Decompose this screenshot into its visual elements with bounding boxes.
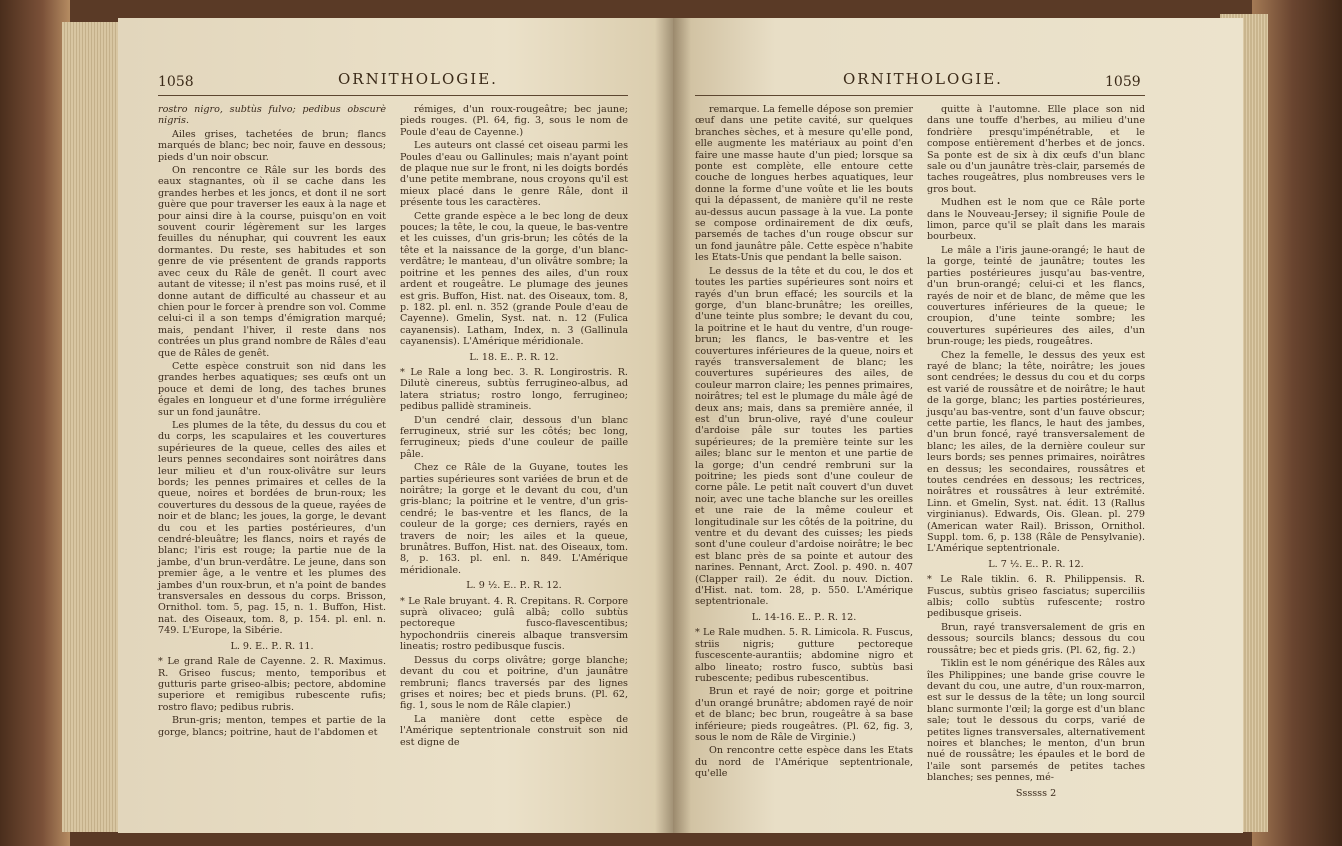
paragraph: D'un cendré clair, dessous d'un blanc ferrugineux, strié sur les côtés; bec long, ferrugineux; pieds d'une couleur de paille pâle. [400,414,628,460]
paragraph: rémiges, d'un roux-rougeâtre; bec jaune; pieds rouges. (Pl. 64, fig. 3, sous le nom de Poule d'eau de Cayenne.) [400,104,628,138]
paragraph: Brun-gris; menton, tempes et partie de la gorge, blancs; poitrine, haut de l'abdomen et [158,715,386,738]
species-heading: * Le Rale a long bec. 3. R. Longirostris. R. Dilutè cinereus, subtùs ferrugineo-albus, ad latera striatus; rostro longo, ferrugineo; pedibus pallidè stramineis. [400,366,628,413]
right-page [673,18,1243,833]
measurement-line: L. 7 ½. E.. P.. R. 12. [988,558,1084,570]
text-column [927,104,1145,803]
paragraph: Chez ce Râle de la Guyane, toutes les parties supérieures sont variées de brun et de noirâtre; la gorge et le devant du cou, d'un gris-blanc; la poitrine et le ventre, d'un gris-cendré; le bas-ventre et les flancs, de la couleur de la gorge; ces derniers, rayés en travers de noir; les ailes et la queue, brunâtres. Buffon, Hist. nat. des Oiseaux, tom. 8, p. 163. pl. enl. n. 849. L'Amérique méridionale. [400,462,628,576]
text-column [695,104,913,782]
page-number: 1059 [1105,74,1141,90]
running-header: ORNITHOLOGIE. [338,70,498,88]
paragraph: Cette espèce construit son nid dans les grandes herbes aquatiques; ses œufs ont un pouce et demi de long, des taches brunes égales en longueur et d'une forme irrégulière sur un fond jaunâtre. [158,360,386,418]
paragraph: Chez la femelle, le dessus des yeux est rayé de blanc; la tête, noirâtre; les joues sont cendrées; le dessus du cou et du corps est varié de roussâtre et de noirâtre; le haut de la gorge, blanc; les parties postérieures, jusqu'au bas-ventre, sont d'un fauve obscur; cette partie, les flancs, le haut des jambes, d'un brun foncé, rayé transversalement de blanc; les ailes, de la dernière couleur sur leurs bords; ses pennes primaires, noirâtres en dessus; les secondaires, roussâtres et toutes cendrées en dessous; les rectrices, noirâtres et roussâtres à leur extrémité. Linn. et Gmelin, Syst. nat. édit. 13 (Rallus virginianus). Edwards, Ois. Glean. pl. 279 (American water Rail). Brisson, Ornithol. Suppl. tom. 6, p. 138 (Râle de Pensylvanie). L'Amérique septentrionale. [927,349,1145,555]
book-cover-left [0,0,70,846]
paragraph: quitte à l'automne. Elle place son nid dans une touffe d'herbes, au milieu d'une fondrière presqu'impénétrable, et le compose entièrement d'herbes et de joncs. Sa ponte est de six à dix œufs d'un blanc sale ou d'un jaunâtre très-clair, parsemés de taches rougeâtres, plus nombreuses vers le gros bout. [927,104,1145,195]
paragraph: Tiklin est le nom générique des Râles aux îles Philippines; une bande grise couvre le devant du cou, une autre, d'un roux-marron, est sur le dessus de la tête; un long sourcil blanc surmonte l'œil; la gorge est d'un blanc sale; tout le dessous du corps, varié de petites lignes transversales, alternativement noires et blanches; le menton, d'un brun nué de roussâtre; les épaules et le bord de l'aile sont parsemés de petites taches blanches; ses pennes, mé- [927,658,1145,784]
paragraph: Le dessus de la tête et du cou, le dos et toutes les parties supérieures sont noirs et rayés d'un brun effacé; les sourcils et la gorge, d'un blanc-brunâtre; les oreilles, d'une teinte plus sombre; le devant du cou, la poitrine et le haut du ventre, d'un rouge-brun; les flancs, le bas-ventre et les couvertures inférieures de la queue, noirs et rayés transversalement de blanc; les couvertures supérieures des ailes, de couleur marron claire; les pennes primaires, noirâtres; tel est le plumage du mâle âgé de deux ans; mais, dans sa première année, il est d'un brun-olive, rayé d'une couleur d'ardoise pâle sur toutes les parties supérieures; de la première teinte sur les ailes; blanc sur le menton et une partie de la gorge; d'un cendré rembruni sur la poitrine; les pieds sont d'une couleur de corne pâle. Le petit naît couvert d'un duvet noir, avec une tache blanche sur les oreilles et une raie de la même couleur et longitudinale sur les côtés de la poitrine, du ventre et du devant des cuisses; les pieds sont d'une couleur d'ardoise noirâtre; le bec est blanc près de sa pointe et autour des narines. Pennant, Arct. Zool. p. 490. n. 407 (Clapper rail). 2e édit. du nouv. Diction. d'Hist. nat. tom. 28, p. 550. L'Amérique septentrionale. [695,265,913,608]
species-heading: * Le Rale mudhen. 5. R. Limicola. R. Fuscus, striis nigris; gutture pectoreque fuscescente-aurantiis; abdomine nigro et albo lineato; rostro fusco, subtùs basi rubescente; pedibus rubescentibus. [695,627,913,684]
species-heading: * Le Rale tiklin. 6. R. Philippensis. R. Fuscus, subtùs griseo fasciatus; superciliis albis; collo subtùs rufescente; rostro pedibusque griseis. [927,574,1145,620]
paragraph: Le mâle a l'iris jaune-orangé; le haut de la gorge, teinté de jaunâtre; toutes les parties postérieures jusqu'au bas-ventre, d'un brun-orangé; celui-ci et les flancs, rayés de noir et de blanc, de même que les couvertures inférieures de la queue; le croupion, d'une teinte sombre; les couvertures supérieures des ailes, d'un brun-rouge; les pieds, rougeâtres. [927,244,1145,348]
paragraph: Les plumes de la tête, du dessus du cou et du corps, les scapulaires et les couvertures supérieures de la queue, celles des ailes et leurs pennes secondaires sont noirâtres dans leur milieu et d'un roux-olivâtre sur leurs bords; les pennes primaires et celles de la queue, noires et bordées de brun-roux; les couvertures du dessous de la queue, rayées de noir et de blanc; les joues, la gorge, le devant du cou et les parties postérieures, d'un cendré-bleuâtre; les flancs, noirs et rayés de blanc; l'iris est rouge; la partie nue de la jambe, d'un brun-verdâtre. Le jeune, dans son premier âge, a le ventre et les plumes des jambes d'un roux-brun, et n'a point de bandes transversales en dessous du corps. Brisson, Ornithol. tom. 5, pag. 15, n. 1. Buffon, Hist. nat. des Oiseaux, tom. 8, p. 154. pl. enl. n. 749. L'Europe, la Sibérie. [158,419,386,637]
page-number: 1058 [158,74,194,90]
page-edges-left [62,22,122,832]
measurement-line: L. 14-16. E.. P.. R. 12. [751,611,857,623]
paragraph: Cette grande espèce a le bec long de deux pouces; la tête, le cou, la queue, le bas-ventre et les cuisses, d'un gris-brun; les côtés de la tête et la naissance de la gorge, d'un blanc-verdâtre; le manteau, d'un olivâtre sombre; la poitrine et les pennes des ailes, d'un roux ardent et rougeâtre. Le plumage des jeunes est gris. Buffon, Hist. nat. des Oiseaux, tom. 8, p. 182. pl. enl. n. 352 (grande Poule d'eau de Cayenne). Gmelin, Syst. nat. n. 12 (Fulica cayanensis). Latham, Index, n. 3 (Gallinula cayanensis). L'Amérique méridionale. [400,210,628,348]
paragraph: Ailes grises, tachetées de brun; flancs marqués de blanc; bec noir, fauve en dessous; pieds d'un noir obscur. [158,128,386,163]
paragraph: Les auteurs ont classé cet oiseau parmi les Poules d'eau ou Gallinules; mais n'ayant point de plaque nue sur le front, ni les doigts bordés d'une petite membrane, nous croyons qu'il est mieux placé dans le genre Râle, dont il présente tous les caractères. [400,140,628,209]
species-heading: * Le grand Rale de Cayenne. 2. R. Maximus. R. Griseo fuscus; mento, temporibus et gutturis parte griseo-albis; pectore, abdomine superiore et remigibus rubescente rufis; rostro flavo; pedibus rubris. [158,656,386,713]
running-header: ORNITHOLOGIE. [843,70,1003,88]
measurement-line: L. 9 ½. E.. P.. R. 12. [466,580,562,592]
paragraph: Brun et rayé de noir; gorge et poitrine d'un orangé brunâtre; abdomen rayé de noir et de blanc; bec brun, rougeâtre à sa base inférieure; pieds rougeâtres. (Pl. 62, fig. 3, sous le nom de Râle de Virginie.) [695,686,913,743]
measurement-line: L. 18. E.. P.. R. 12. [469,351,559,363]
paragraph: On rencontre cette espèce dans les Etats du nord de l'Amérique septentrionale, qu'elle [695,745,913,780]
left-page [118,18,673,833]
paragraph: Brun, rayé transversalement de gris en dessous; sourcils blancs; dessous du cou roussâtre; bec et pieds gris. (Pl. 62, fig. 2.) [927,621,1145,656]
paragraph: On rencontre ce Râle sur les bords des eaux stagnantes, où il se cache dans les grandes herbes et les joncs, et dont il ne sort guère que pour traverser les eaux à la nage et pour ainsi dire à la course, puisqu'on en voit souvent courir légèrement sur les larges feuilles du nénuphar, qui couvrent les eaux dormantes. Du reste, ses habitudes et son genre de vie présentent de grands rapports avec ceux du Râle de genêt. Il court avec autant de vitesse; il n'est pas moins rusé, et il donne autant de difficulté au chasseur et au chien pour le forcer à prendre son vol. Comme celui-ci il a son temps d'émigration marqué; mais, pendant l'hiver, il reste dans nos contrées un plus grand nombre de Râles d'eau que de Râles de genêt. [158,165,386,359]
header-rule [695,95,1145,96]
paragraph: La manière dont cette espèce de l'Amérique septentrionale construit son nid est digne de [400,713,628,748]
header-rule [158,95,628,96]
paragraph: Dessus du corps olivâtre; gorge blanche; devant du cou et poitrine, d'un jaunâtre rembruni; flancs traversés par des lignes grises et noires; bec et pieds bruns. (Pl. 62, fig. 1, sous le nom de Râle clapier.) [400,654,628,712]
paragraph: Ssssss 2 [1015,787,1057,799]
book-gutter [655,18,691,833]
text-column [158,104,386,740]
paragraph: Mudhen est le nom que ce Râle porte dans le Nouveau-Jersey; il signifie Poule de limon, parce qu'il se plaît dans les marais bourbeux. [927,197,1145,243]
text-column [400,104,628,750]
paragraph: rostro nigro, subtùs fulvo; pedibus obscurè nigris. [158,104,386,127]
measurement-line: L. 9. E.. P.. R. 11. [230,640,314,652]
paragraph: remarque. La femelle dépose son premier œuf dans une petite cavité, sur quelques branches sèches, et à mesure qu'elle pond, elle augmente les matériaux au point d'en faire une masse haute d'un pied; lorsque sa ponte est complète, elle entoure cette couche de longues herbes aquatiques, leur donne la forme d'une voûte et lie les bouts qui la dépassent, de manière qu'il ne reste au-dessus aucun passage à la vue. La ponte se compose ordinairement de dix œufs, parsemés de taches d'un rouge obscur sur un fond jaunâtre pâle. Cette espèce n'habite les Etats-Unis que pendant la belle saison. [695,104,913,264]
species-heading: * Le Rale bruyant. 4. R. Crepitans. R. Corpore suprà olivaceo; gulâ albâ; collo subtùs pectoreque fusco-flavescentibus; hypochondriis cinereis albaque transversim lineatis; rostro pedibusque fuscis. [400,595,628,653]
